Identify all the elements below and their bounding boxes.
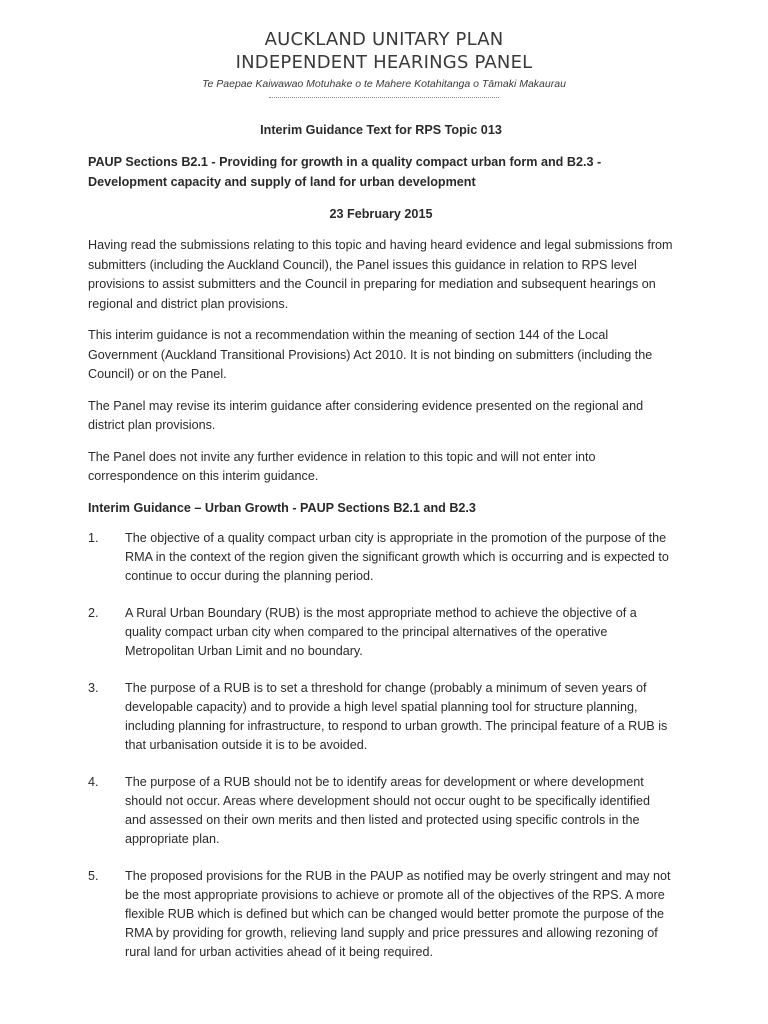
list-item	[88, 529, 674, 586]
letterhead-divider	[269, 97, 499, 98]
letterhead-title-line-2: INDEPENDENT HEARINGS PANEL	[235, 52, 533, 73]
list-item-number: 3.	[88, 680, 99, 695]
list-item	[88, 604, 674, 661]
letterhead-maori-name: Te Paepae Kaiwawao Motuhake o te Mahere Kotahitanga o Tāmaki Makaurau	[202, 78, 566, 90]
paragraph: This interim guidance is not a recommendation within the meaning of section 144 of the Local Government (Auckland Transitional Provisions) Act 2010. It is not binding on submitters (including the Council) or on the Panel.	[88, 328, 653, 381]
list-item-text: The objective of a quality compact urban city is appropriate in the promotion of the purpose of the RMA in the context of the region given the significant growth which is occurring and is expected to continue to occur during the planning period.	[125, 530, 669, 583]
paragraph: The Panel may revise its interim guidance after considering evidence presented on the regional and district plan provisions.	[88, 398, 644, 432]
list-item-text: The proposed provisions for the RUB in the PAUP as notified may be overly stringent and may not be the most appropriate provisions to achieve or promote all of the objectives of the RPS. A more flexible RUB which is defined but which can be changed would better promote the purpose of the RMA by providing for growth, relieving land supply and price pressures and allowing rezoning of rural land for urban activities ahead of it being required.	[125, 868, 671, 959]
list-item-number: 4.	[88, 774, 99, 789]
document-body	[88, 120, 674, 962]
list-item-number: 2.	[88, 605, 99, 620]
paragraph: The Panel does not invite any further evidence in relation to this topic and will not enter into correspondence on this interim guidance.	[88, 449, 596, 483]
document-date: 23 February 2015	[329, 207, 433, 221]
list-item-number: 5.	[88, 868, 99, 883]
section-heading: Interim Guidance – Urban Growth - PAUP Sections B2.1 and B2.3	[88, 500, 476, 515]
letterhead	[0, 0, 768, 98]
list-item	[88, 679, 674, 755]
list-item-number: 1.	[88, 530, 99, 545]
list-item	[88, 867, 674, 962]
letterhead-title-line-1: AUCKLAND UNITARY PLAN	[264, 29, 504, 50]
list-item-text: The purpose of a RUB should not be to identify areas for development or where development should not occur. Areas where development should not occur ought to be specifically identified and assessed on their own merits and then listed and protected using specific controls in the appropriate plan.	[125, 774, 651, 846]
list-item-text: A Rural Urban Boundary (RUB) is the most appropriate method to achieve the objective of a quality compact urban city when compared to the principal alternatives of the operative Metropolitan Urban Limit and no boundary.	[125, 605, 637, 658]
document-title: Interim Guidance Text for RPS Topic 013	[260, 123, 502, 137]
paragraph: Having read the submissions relating to this topic and having heard evidence and legal submissions from submitters (including the Auckland Council), the Panel issues this guidance in relation to RPS level provisions to assist submitters and the Council in preparing for mediation and subsequent hearings on regional and district plan provisions.	[88, 238, 673, 311]
list-item-text: The purpose of a RUB is to set a threshold for change (probably a minimum of seven years of developable capacity) and to provide a high level spatial planning tool for structure planning, including planning for infrastructure, to respond to urban growth. The principal feature of a RUB is that urbanisation outside it is to be avoided.	[125, 680, 668, 752]
guidance-list	[88, 529, 674, 962]
document-subject: PAUP Sections B2.1 - Providing for growth in a quality compact urban form and B2.3 - Development capacity and supply of land for urban development	[88, 155, 602, 189]
list-item	[88, 773, 674, 849]
